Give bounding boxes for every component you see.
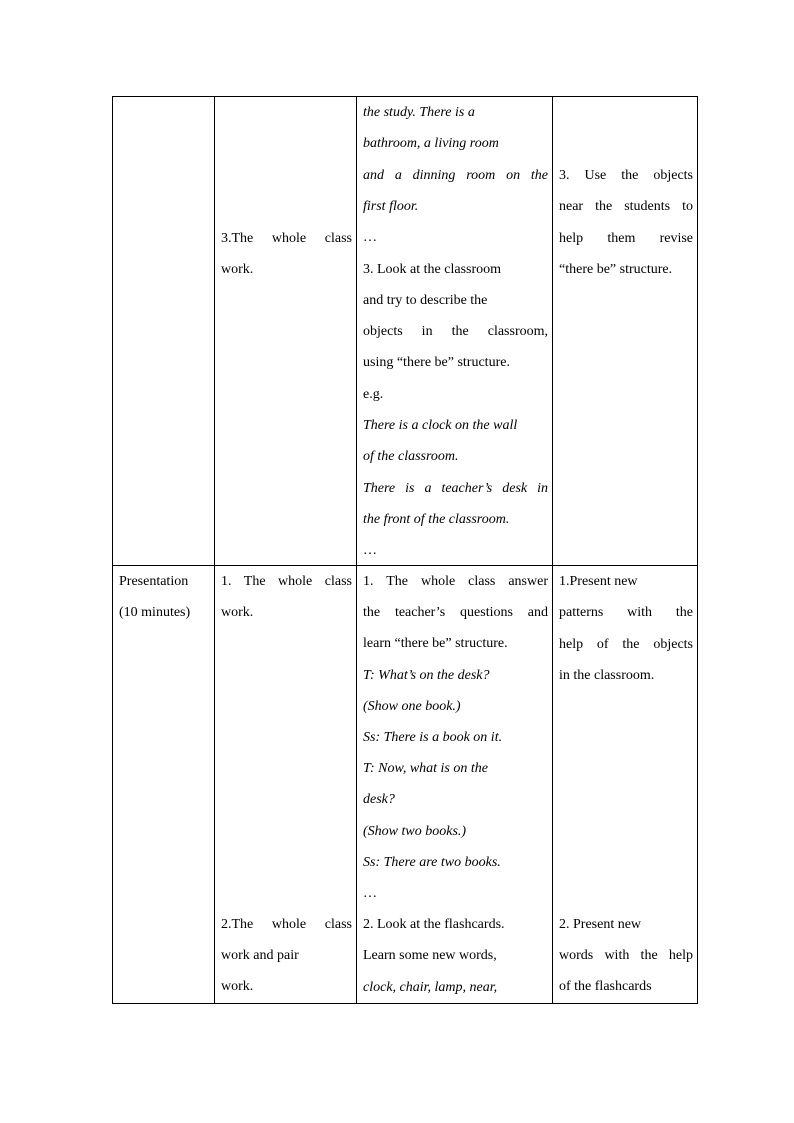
purpose-text: near the students to <box>559 199 693 214</box>
activity-text: Ss: There is a book on it. <box>363 730 503 745</box>
activity-text: … <box>363 230 377 246</box>
activity-text: e.g. <box>363 386 384 402</box>
purpose-text: help them revise <box>559 231 693 246</box>
purpose-text: 3. Use the objects <box>559 168 693 183</box>
activity-text: … <box>363 543 377 559</box>
mode-text: 3.The whole class <box>221 231 352 246</box>
activity-text: using “there be” structure. <box>363 355 510 371</box>
activity-text: objects in the classroom, <box>363 324 548 340</box>
purpose-text: of the flashcards <box>559 979 652 994</box>
purpose-cell <box>553 97 698 566</box>
purpose-text: 1.Present new <box>559 574 638 589</box>
purpose-text: help of the objects <box>559 637 693 652</box>
activity-text: T: What’s on the desk? <box>363 667 490 683</box>
activity-text: of the classroom. <box>363 449 459 465</box>
activity-text: Learn some new words, <box>363 948 497 964</box>
table-row <box>113 566 698 1004</box>
mode-text: work. <box>221 605 254 620</box>
purpose-text: in the classroom. <box>559 668 655 683</box>
activity-text: and a dinning room on the <box>363 167 548 183</box>
activity-text: clock, chair, lamp, near, <box>363 979 498 995</box>
activity-cell <box>357 566 553 1004</box>
activity-text: (Show two books.) <box>363 823 467 839</box>
mode-text: work. <box>221 979 254 994</box>
activity-text: (Show one book.) <box>363 698 461 714</box>
activity-text: the front of the classroom. <box>363 511 510 527</box>
activity-text: 1. The whole class answer <box>363 574 548 589</box>
mode-cell <box>215 566 357 1004</box>
activity-text: There is a teacher’s desk in <box>363 480 548 496</box>
mode-text: 2.The whole class <box>221 917 352 932</box>
activity-text: and try to describe the <box>363 292 488 308</box>
mode-cell <box>215 97 357 566</box>
activity-text: bathroom, a living room <box>363 136 499 152</box>
activity-text: 2. Look at the flashcards. <box>363 917 505 933</box>
stage-text: Presentation <box>119 574 189 589</box>
mode-text: 1. The whole class <box>221 574 352 589</box>
activity-text: learn “there be” structure. <box>363 636 508 652</box>
purpose-text: 2. Present new <box>559 917 642 932</box>
activity-text: the study. There is a <box>363 105 475 120</box>
purpose-text: “there be” structure. <box>559 262 673 277</box>
purpose-cell <box>553 566 698 1004</box>
activity-text: Ss: There are two books. <box>363 854 501 870</box>
stage-cell <box>113 97 215 566</box>
mode-text: work. <box>221 262 254 277</box>
mode-text: work and pair <box>221 948 299 963</box>
activity-text: There is a clock on the wall <box>363 418 518 433</box>
activity-text: desk? <box>363 792 395 808</box>
table-row <box>113 97 698 566</box>
stage-text: (10 minutes) <box>119 605 191 620</box>
activity-text: 3. Look at the classroom <box>363 261 502 277</box>
activity-text: … <box>363 886 377 901</box>
activity-text: the teacher’s questions and <box>363 605 548 621</box>
lesson-plan-table <box>112 96 698 1004</box>
stage-cell <box>113 566 215 1004</box>
activity-text: T: Now, what is on the <box>363 761 488 777</box>
activity-text: first floor. <box>363 198 419 214</box>
purpose-text: words with the help <box>559 948 693 963</box>
activity-cell <box>357 97 553 566</box>
purpose-text: patterns with the <box>559 605 693 620</box>
